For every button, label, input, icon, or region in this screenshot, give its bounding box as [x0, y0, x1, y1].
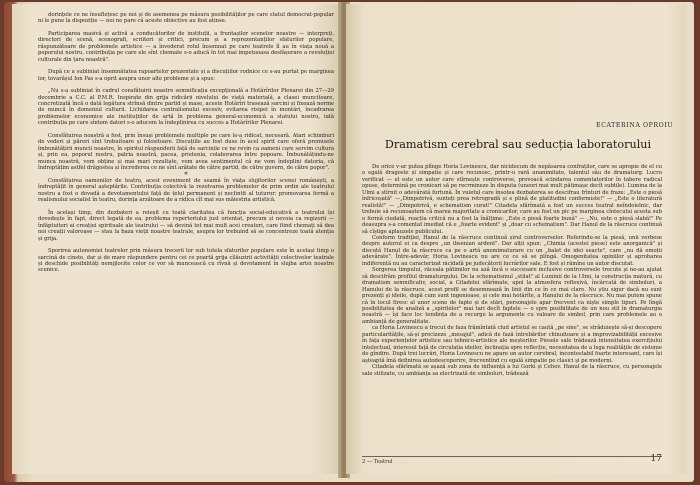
paragraph: În același timp, din dezbateri a reieșit cu toată claritatea că funcția social-educativă a teatrului își dovedește în fapt, direct legată de ea, problema repertoriului just orientat, precum și nevoia ca regizorii — înfăptuitori ai creației spirituale ale teatrului — să devină tot mai mult acei creatori, care fiind chemați să dea noi creații valoroase — stau la baza vieții noastre teatrale, asupra lor trebuind să se concentreze toată atenția și grija. [38, 209, 334, 242]
paragraph: „Nu s-a subliniat în cadrul consfătuirii noastre semnificația excepțională a Hotărîrilor Plenarei din 27—29 decembrie a C.C. al P.M.R. Inspirate din grija ridicării nivelului de viață materială, a clasei muncitoare, concretizată încă o dată legătura strînsă dintre partid și mase, aceste Hotărîri trasează sarcini și fixează norme de muncă în domeniul culturii. Lichidarea centralismului excesiv, evitarea risipei în montări, încadrarea problemelor economice ale instituțiilor de artă în problema general-economică a statului nostru, iată contribuția pe care sîntem datori s-o aducem la îndeplinirea cu succes a Hotărîrilor Plenarei. [38, 88, 334, 127]
article-author: ECATERINA OPROIU [596, 122, 674, 129]
section-separator: * [184, 170, 188, 179]
page-footer [362, 454, 662, 465]
paragraph: Conform tradiției, Hanul de la răscruce continuă șirul controverselor. Referindu-se la piesă, unii verbese despre autorul ei ca despre „un ibsenian ardent". Dar alții spun: „Chimia (acestei piese) este anorganică" și discută Hanul de la răscruce ca pe o artă anemimaturare cu un „balet de idei seacte", care „nu dă emoții adevărate". Între-adevăr, Horia Lovinescu nu are ce ce să se plîngă. Omogenitatea opiniilor și aprobarea indiferentă nu au caracterizat nicidată pe judecătorii lucrărilor sale. E fost și rămîne un autor discutat. [362, 234, 662, 267]
paragraph: Participarea masivă și activă a conducătorilor de instituții, a fruntașilor scenelor noastre — interpreți, directori de scenă, scenografi, scriitori și critici, precum și a reprezentanților sfaturilor populare, răspunzătoare de problemele artistice — a învederat rolul însemnat pe care teatrele îl au în viața nouă a poporului nostru, contribuția pe care ele sînt chemate s-o aducă în tot mai impetuoasa desfășurare a revoluției culturale din țara noastră". [38, 30, 334, 63]
paragraph: De orice v-ar putea plînge Horia Lovinescu, dar nicidecum de nepăsarea confraților, care se apropie de el cu o egală dragoste și simpatie și care recunosc, printr-o rară unanimitate, talentul său de dramaturg. Lucru verificat — el este un autor care stîrnește controverse, provoacă scindarea comentatorilor în tabere radical opuse, determină pe cronicari să pe recrmineze în disputa (uneori mai mult pătimașe decît subtile). Lumina de la Ulmi a stîrnit o adevărată furtună. În vuietul care însoțea dezbaterea se descifrau frînturi de fraze: „Este o piesă înfricoșată" —„Dimpotrivă, sunteți prea retrogradă și e plină de platitudini conformiste!" — „Este o literatură realistă!" — „Dimpotrivă, e schematism curat!" Citadela sfărîmată a fost un succes teatral neîndoielnic, dar trebuie să recunoaștem că marea majoritate a cronicarilor, care au fost un pic pe marginea cîntecului acesta sub o formă ciudată, reacția critică nu a fost la înălțime: „Este o piesă foarte bună" — „Nu, este o piesă slabă!" Pe deasupra s-a comentat imediat că e „foarte evident" și „doar cu schematism". Dar Hanul de la răscruce continuă să cîștige aplauzele publicului. [362, 164, 662, 235]
paragraph: dorințele ce ne însuflețesc pe noi și de asemenea pe măsura posibilităților pe care statul democrat-popular ni le pune la dispoziție — noi ne pare că aceste obiective au fost atinse. [38, 12, 334, 25]
footer-signature: 2 — Teatrul [362, 459, 393, 465]
page-number: 17 [650, 454, 662, 464]
left-page-text [38, 12, 334, 274]
paragraph: Consfătuirea oamenilor de teatru, acest eveniment de seamă în viața slujitorilor scenei românești, a îndreptățit în general așteptările. Contribuția colectivă la rezolvarea problemelor de prim ordin ale teatrului nostru a fost o dovadă a devotamentului față de țelul permanent și neclintit al tuturor: promovarea fermă a realismului socialist în teatru, dorința arzătoare de a ridica cît mai sus măiestria artistică. [38, 177, 334, 204]
paragraph: După ce a subliniat însemnătatea rapoartelor prezentate și a discuțiilor rodnice ce s-au purtat pe marginea lor, tovarășul Ion Pas s-a oprit asupra unor alte probleme și a spus: [38, 69, 334, 82]
paragraph: Consfătuirea noastră a fost, prin însuși problemele multiple pe care le-a ridicat, necesară. Atari schimburi de vederi și păreri sînt trebuitoare și folositoare. Discuțiile au fost duse în acel spirit care oferă premisele îmbunătățirii muncii noastre, în spiritul răspunderii față de sarcinile ce ne revin ca oameni care servim cultura și, prin ea, poporul nostru, patria noastră, pacea, prietenia, colaborarea între popoare. Îmbunătățindu-ne munca noastră, vom obține și mai mari rezultate, vom avea sentimentul că ne vom îndeplini datoria, că îndreptățim astfel drăgostea și încrederea ce ne sînt arătate de către partid, de către guvern, de către popor". [38, 132, 334, 172]
paragraph: ca Horia Lovinescu a trecut de faza frămîntată clud artistul se caută „pe sine", se străduiește să-și descopere particularitățile, să-și precizeze „mesajul", adică de fază întrebărilor chinuitoare și a improvizabilității excesive în fața experiențelor artistice sau tehnico-artistice ale meșterilor. Piesele sale trădează intensitatea exercițiului intelectual, interesul față de circulația ideilor, înclinația spre reflecție, necesitatea de a lega realitățile de sisteme de gîndire. După trei lucrări, Horia Lovinescu ne apare un autor cerebral, incontestabil foarte interesant, care își așteaptă îmă definirea autodescoperire, frecventînd cu egală simpatie pe clasici și pe moderni. [362, 325, 662, 364]
left-page [12, 4, 342, 474]
article-title: Dramatism cerebral sau seducția laboratorului [384, 138, 652, 151]
paragraph: Citadela sfărîmată se așază sub zona de influență a lui Gorki și Cehov. Hanul de la răscruce, cu personajele sale stilizate, cu ambianța sa electrizată de simboluri, trădează [362, 364, 662, 377]
right-page-text [362, 164, 662, 377]
paragraph: Sporirea autonomiei teatrelor prin măsura trecerii lor sub tutela sfaturilor populare este în același timp o sarcină de cinste, dar și de mare răspundere pentru cei ce poartă grija cîlăuzirii activității colectivelor teatrale și deschide posibilități nemijlocite celor ce vor să muncească cu rîvnă și devotament în slujba artei noastre scenice. [38, 248, 334, 274]
paragraph: Sorgerea timpului, răceala pătimilor nu ază încă o succesare inclusive controversele trecute și ne-au ajutat să descifrăm profilul dramaturgului. De la schematismul „stilat" al Luminii de la Ulmi, la construcția matură, cu dramatism semnificativ, social, a Citadelei sfărîmate, apoi la atmosfera reflexivă, încărcată de simboluri, a Hanului de la răscruce, acest profil se desemnează în linii din ce în ce mai clare. Nu știu sigur dacă nu sunt prezenți și ideile, după cum sunt ingenioase, și cele mai hotărîte, a Hanului de la răscruce. Nu mai putem spune că în locul firesc al unor scene de fapte și de stări, personajele apar frecvent ca niște simple tipuri. Pe lîngă posibilitatea de analiză a „spiritelor" mai tari decît faptele — o spre posibilitate de un nou stil în dramaturgia noastră — își face loc tendința de a recurge la argumente cu valoare de simbol, prin care problemele au o ambianță de generalitate. [362, 267, 662, 325]
right-page [346, 4, 686, 474]
